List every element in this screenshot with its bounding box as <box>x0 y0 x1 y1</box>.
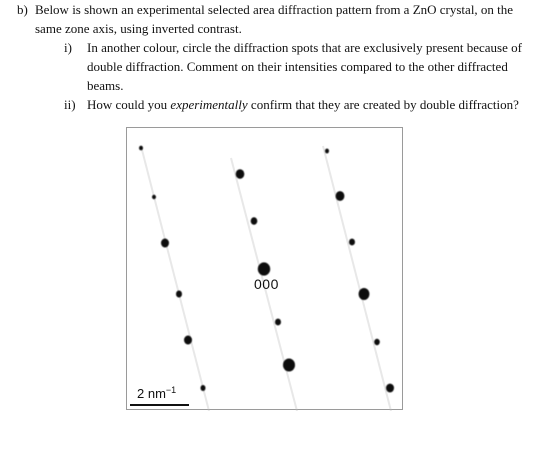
scale-bar-exponent: −1 <box>165 385 177 395</box>
sub-question-i-label: i) <box>64 40 72 55</box>
spot <box>325 149 329 154</box>
sub-question-i-text: In another colour, circle the diffraction spots that are exclusively present because of double diffraction. Comment on their intensities compared to the other diffracted beams. <box>87 40 522 93</box>
spot <box>336 191 345 201</box>
spot <box>349 239 355 246</box>
scale-bar-value: 2 nm <box>137 386 166 401</box>
diffraction-spots <box>139 146 394 393</box>
diffraction-pattern-image <box>127 128 404 411</box>
sub-question-ii-label: ii) <box>64 97 76 112</box>
streak-row-1 <box>141 146 209 411</box>
spot <box>374 339 380 345</box>
spot <box>139 146 143 151</box>
spot <box>161 239 169 248</box>
spot <box>359 288 370 300</box>
diffraction-pattern-figure <box>126 127 403 410</box>
spot <box>386 384 394 393</box>
question-b-text: Below is shown an experimental selected area diffraction pattern from a ZnO crystal, on the same zone axis, using inverted contrast. <box>35 2 514 36</box>
spot <box>152 195 156 199</box>
spot <box>236 169 245 179</box>
sub-question-ii-text-before: How could you <box>87 97 171 112</box>
question-b-label: b) <box>17 2 28 17</box>
streak-row-3 <box>323 146 391 411</box>
origin-spot-label: 000 <box>254 276 279 292</box>
scale-bar-label <box>137 385 176 401</box>
sub-question-ii-emphasis: experimentally <box>170 97 248 112</box>
spot <box>283 359 295 372</box>
spot <box>201 385 206 391</box>
spot-origin <box>258 262 270 275</box>
spot <box>275 319 281 326</box>
spot <box>184 336 192 345</box>
scale-bar <box>130 404 189 406</box>
sub-question-ii-text-after: confirm that they are created by double diffraction? <box>247 97 519 112</box>
spot <box>251 217 258 225</box>
sub-question-ii-text <box>87 95 537 114</box>
spot <box>176 291 182 298</box>
